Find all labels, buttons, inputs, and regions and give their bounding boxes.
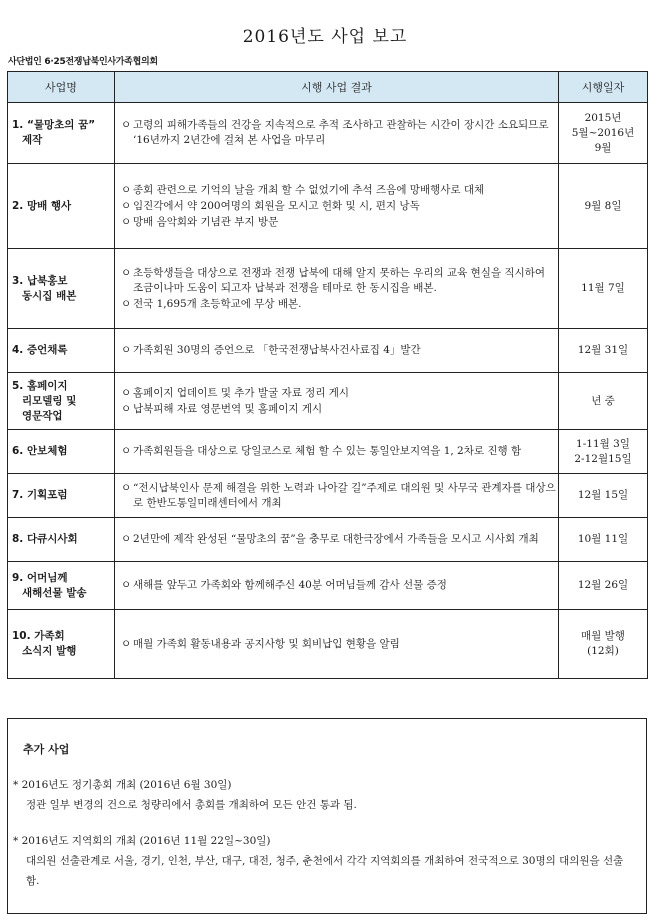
project-name-cell [8,103,115,164]
project-name-line: 동시집 배본 [22,289,77,302]
project-name-line: 7. 기획포럼 [12,489,68,501]
result-cell [115,373,559,430]
result-text: 가족회원 30명의 증언으로 「한국전쟁납북사건사료집 4」발간 [133,344,421,356]
result-item [121,183,556,198]
project-name-line: 영문작업 [22,409,63,422]
bullet-marker: ㅇ [121,579,132,591]
result-item [121,199,556,214]
project-name-cell [8,164,115,249]
date-cell [559,430,648,474]
bullet-marker: ㅇ [121,199,132,212]
project-name-cell [8,518,115,562]
result-item [121,215,556,230]
table-row [8,373,648,430]
result-text: 새해를 앞두고 가족회와 함께해주신 40분 어머님들께 감사 선물 증정 [133,579,447,591]
header-name: 사업명 [8,72,115,103]
result-cell [115,518,559,562]
project-name-cell [8,610,115,679]
result-text: 망배 음악회와 기념관 부지 방문 [133,215,279,228]
header-date: 시행일자 [559,72,648,103]
result-item [121,402,556,417]
table-row [8,610,648,679]
project-name-line: 5. 홈페이지 [12,379,68,392]
project-name-cell [8,562,115,610]
result-item [121,444,556,459]
date-line: 10월 11일 [577,533,629,545]
project-name-line: 2. 망배 행사 [12,199,72,212]
project-name-line: 3. 납북홍보 [12,274,68,287]
extra-item [13,831,633,891]
table-row [8,103,648,164]
result-text: 전국 1,695개 초등학교에 무상 배본. [133,297,302,310]
result-item [121,297,556,312]
page-title: 2016년도 사업 보고 [242,27,408,47]
result-item [121,266,556,296]
project-name-line: 제작 [22,134,43,146]
result-text: “전시납북인사 문제 해결을 위한 노력과 나아갈 길”주제로 대의원 및 사무국 관계자를 대상으로 한반도통일미래센터에서 개최 [133,481,556,509]
bullet-marker: ㅇ [121,386,132,399]
header-result: 시행 사업 결과 [115,72,559,103]
extra-projects-title: 추가 사업 [23,743,70,756]
project-name-cell [8,329,115,373]
table-row [8,474,648,518]
result-cell [115,610,559,679]
result-cell [115,474,559,518]
date-line: 9월 8일 [584,199,622,212]
bullet-marker: ㅇ [121,445,132,457]
date-cell [559,329,648,373]
project-name-line: 소식지 발행 [22,645,77,657]
bullet-marker: ㅇ [121,344,132,356]
extra-item-body: 대의원 선출관계로 서울, 경기, 인천, 부산, 대구, 대전, 청주, 춘천에서 각각 지역회의를 개최하여 전국적으로 30명의 대의원을 선출 함. [26,855,624,887]
project-name-line: 10. 가족회 [12,630,65,642]
result-text: 납북피해 자료 영문번역 및 홈페이지 게시 [133,402,323,415]
project-name-cell [8,474,115,518]
result-text: 종회 관련으로 기억의 날을 개최 할 수 없었기에 추석 즈음에 망배행사로 대체 [133,183,485,196]
bullet-marker: ㅇ [121,215,132,228]
extra-item-head: * 2016년도 지역회의 개최 (2016년 11월 22일~30일) [13,835,271,847]
result-item [121,343,556,358]
table-row [8,518,648,562]
project-name-line: 리모델링 및 [22,394,77,407]
date-cell [559,518,648,562]
result-cell [115,103,559,164]
project-name-line: 9. 어머님께 [12,571,68,584]
date-line: 1-11월 3일 [576,437,630,450]
result-cell [115,249,559,329]
bullet-marker: ㅇ [121,481,132,494]
project-name-cell [8,373,115,430]
date-line: 9월 [594,141,612,154]
result-cell [115,430,559,474]
project-name-cell [8,430,115,474]
organization-name: 사단법인 6·25전쟁납북인사가족협의회 [8,57,158,67]
extra-projects-box [7,718,647,914]
date-cell [559,103,648,164]
project-name-line: 4. 증언채록 [12,344,68,356]
bullet-marker: ㅇ [121,119,132,131]
table-row [8,562,648,610]
bullet-marker: ㅇ [121,637,132,650]
date-line: 년 중 [591,394,615,407]
bullet-marker: ㅇ [121,183,132,196]
extra-item-head: * 2016년도 정기총회 개최 (2016년 6월 30일) [13,779,232,791]
project-name-line: 6. 안보체험 [12,445,68,457]
date-line: 매월 발행 [581,630,625,642]
date-cell [559,249,648,329]
table-row [8,430,648,474]
result-item [121,386,556,401]
bullet-marker: ㅇ [121,266,132,279]
date-line: 5월~2016년 [571,126,635,139]
result-item [121,481,556,511]
result-item [121,118,556,148]
date-cell [559,164,648,249]
result-cell [115,329,559,373]
table-header-row [8,72,648,103]
result-cell [115,562,559,610]
date-cell [559,610,648,679]
result-item [121,532,556,547]
bullet-marker: ㅇ [121,402,132,415]
date-line: 12월 15일 [577,489,629,501]
result-item [121,578,556,593]
project-name-line: 1. “물망초의 꿈” [12,119,96,131]
date-line: (12회) [587,645,619,657]
extra-item-body: 정관 일부 변경의 건으로 청량리에서 총회를 개최하여 모든 안건 통과 됨. [26,799,357,811]
result-text: 임진각에서 약 200여명의 회원을 모시고 헌화 및 시, 편지 낭독 [133,199,420,212]
result-text: 고령의 피해가족들의 건강을 지속적으로 추적 조사하고 관찰하는 시간이 장시간 소요되므로 ‘16년까지 2년간에 걸쳐 본 사업을 마무리 [133,119,549,146]
date-line: 2015년 [584,111,622,124]
result-text: 매월 가족회 활동내용과 공지사항 및 회비납입 현황을 알림 [133,637,400,650]
date-cell [559,562,648,610]
project-name-line: 8. 다큐시사회 [12,533,78,545]
result-cell [115,164,559,249]
table-row [8,164,648,249]
result-text: 가족회원들을 대상으로 당일코스로 체험 할 수 있는 통일안보지역을 1, 2차로 진행 함 [133,445,522,457]
project-name-line: 새해선물 발송 [22,586,87,599]
date-cell [559,474,648,518]
date-line: 11월 7일 [581,282,625,294]
date-line: 12월 31일 [577,344,629,356]
bullet-marker: ㅇ [121,533,132,545]
date-line: 12월 26일 [577,579,629,591]
result-text: 홈페이지 업데이트 및 추가 발굴 자료 정리 게시 [133,386,350,399]
table-row [8,249,648,329]
date-line: 2-12월15일 [574,452,632,465]
bullet-marker: ㅇ [121,297,132,310]
extra-item [13,775,633,815]
result-text: 초등학생들을 대상으로 전쟁과 전쟁 납북에 대해 알지 못하는 우리의 교육 현실을 직시하여 조금이나마 도움이 되고자 납북과 전쟁을 테마로 한 동시집을 배본. [133,266,546,294]
result-text: 2년만에 제작 완성된 “물망초의 꿈”을 충무로 대한극장에서 가족들을 모시고 시사회 개최 [133,533,539,545]
report-table [7,71,648,679]
date-cell [559,373,648,430]
project-name-cell [8,249,115,329]
table-row [8,329,648,373]
result-item [121,637,556,652]
